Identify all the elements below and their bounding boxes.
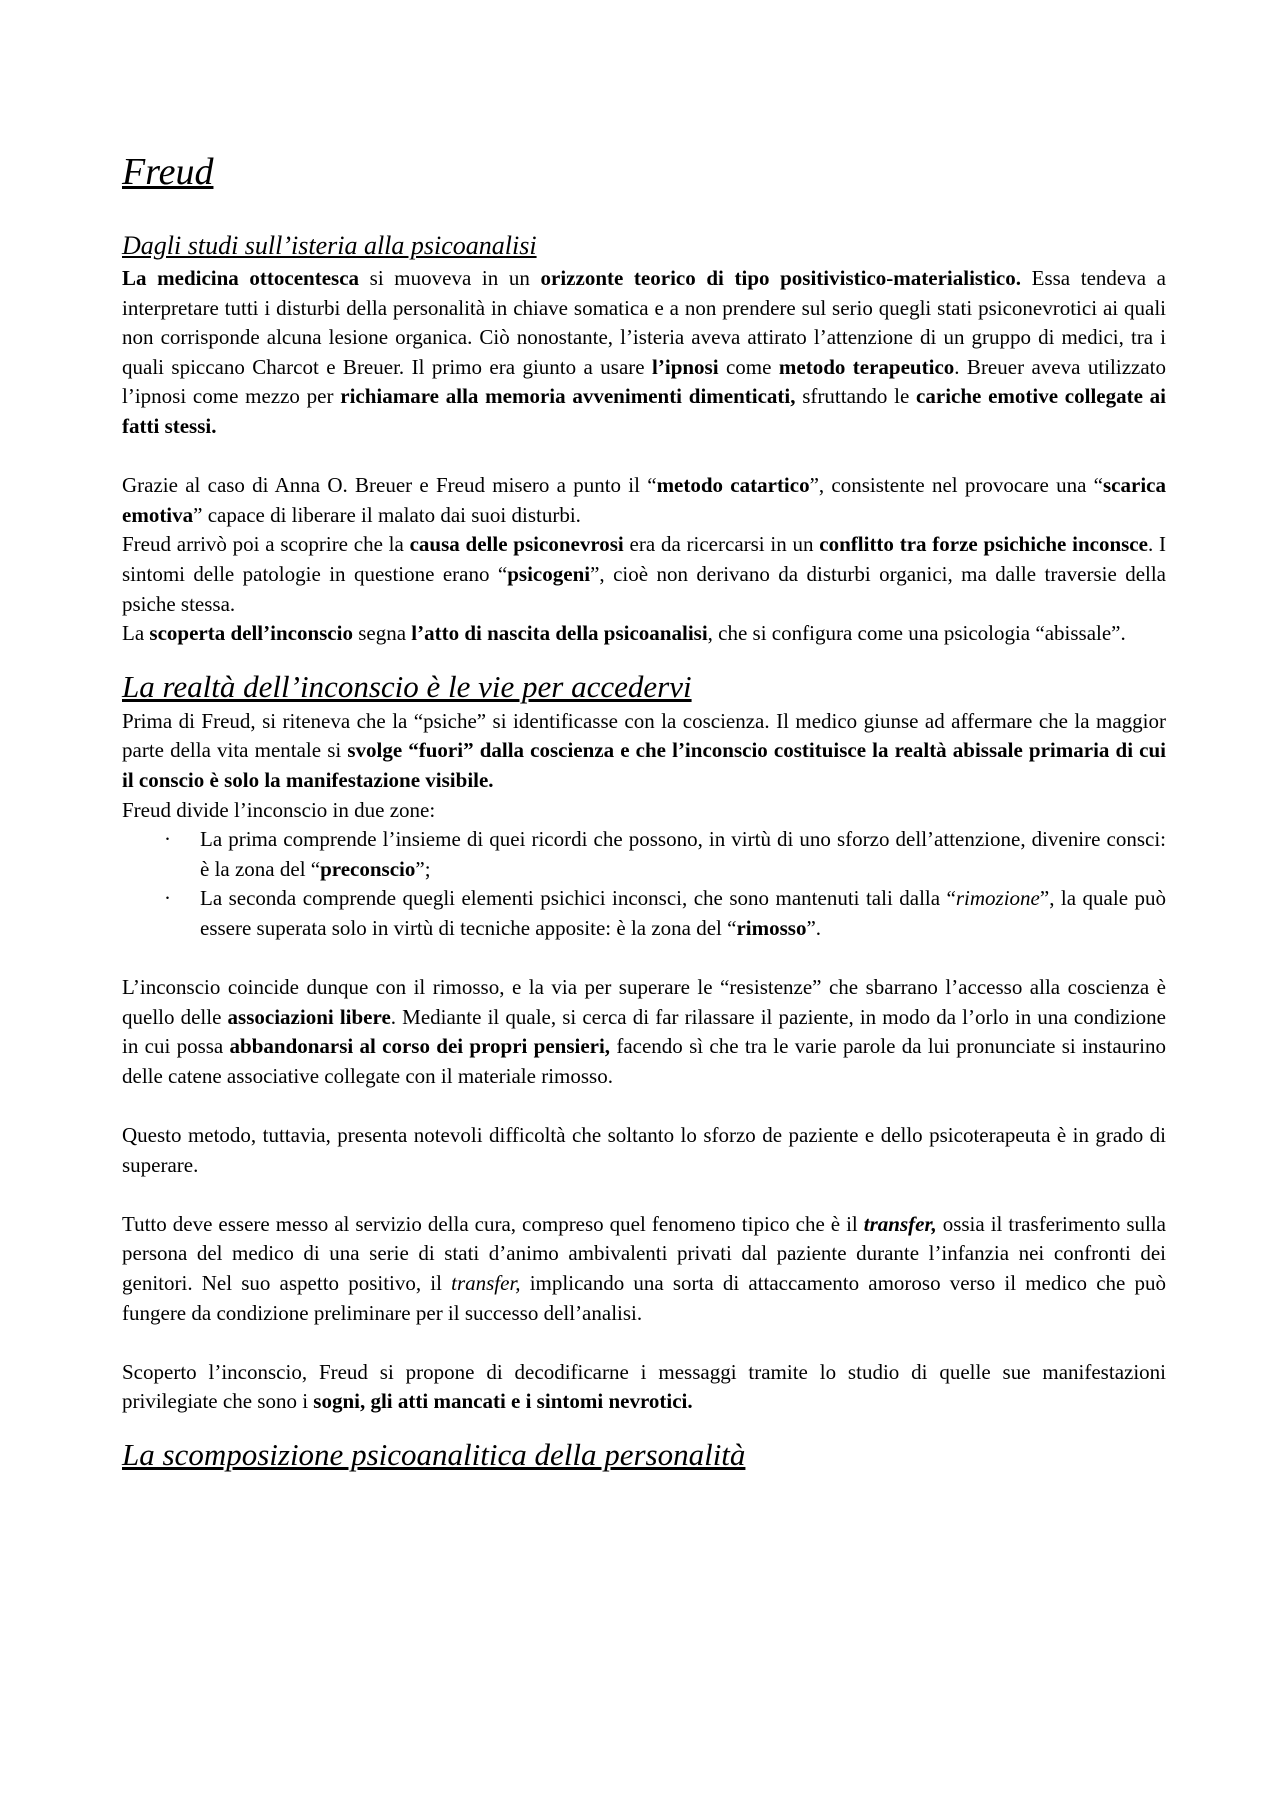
section-heading-personalita: La scomposizione psicoanalitica della personalità: [122, 1436, 746, 1472]
text: si muoveva in un: [359, 266, 541, 290]
bold-text: abbandonarsi al corso dei propri pensieri,: [229, 1034, 611, 1059]
text: L’inconscio coincide dunque con il rimosso, e la via per superare le “resistenze” che sbarrano l’accesso alla coscienza è quello delle: [122, 975, 1166, 1029]
italic-text: transfer,: [451, 1271, 521, 1295]
bold-text: l’ipnosi: [652, 354, 719, 379]
list-item: [164, 825, 1166, 884]
spacer: [122, 1091, 1166, 1121]
spacer: [122, 1328, 1166, 1358]
spacer: [122, 1180, 1166, 1210]
spacer: [122, 1417, 1166, 1435]
paragraph-psiconevrosi: [122, 530, 1166, 619]
text: Grazie al caso di Anna O. Breuer e Freud misero a punto il “: [122, 473, 657, 498]
bold-text: cariche emotive collegate ai fatti stessi.: [122, 384, 1167, 438]
bold-text: sogni, gli atti mancati e i sintomi nevrotici.: [313, 1389, 693, 1414]
text: implicando una sorta di attaccamento amoroso verso il medico che può fungere da condizione preliminare per il successo dell’analisi.: [122, 1271, 1166, 1325]
bold-text: l’atto di nascita della psicoanalisi: [411, 621, 708, 646]
paragraph-anna-o: [122, 471, 1166, 530]
spacer: [122, 442, 1166, 472]
text: La prima comprende l’insieme di quei ricordi che possono, in virtù di uno sforzo dell’attenzione, divenire consci: è la zona del “: [200, 827, 1166, 881]
bold-text: orizzonte teorico di tipo positivistico-materialistico.: [540, 266, 1021, 290]
page-title: Freud: [122, 151, 214, 193]
text: come: [718, 354, 779, 379]
text: Freud arrivò poi a scoprire che la: [122, 532, 410, 557]
paragraph-transfer: [122, 1210, 1166, 1328]
text: Prima di Freud, si riteneva che la “psiche” si identificasse con la coscienza. Il medico giunse ad affermare che la maggior parte della vita mentale si: [122, 708, 1166, 763]
bullet-dot: ·: [164, 886, 171, 911]
text: ”, la quale può essere superata solo in virtù di tecniche apposite: è la zona del “: [200, 886, 1167, 940]
paragraph-medicina: [122, 264, 1166, 442]
bold-text: svolge “fuori” dalla coscienza e che l’inconscio costituisce la realtà abissale primaria di cui il conscio è solo la manifestazione visibile.: [122, 738, 1166, 792]
bullet-dot: ·: [164, 827, 171, 852]
text: . Breuer aveva utilizzato l’ipnosi come mezzo per: [122, 354, 1167, 409]
section-heading-inconscio: La realtà dell’inconscio è le vie per accedervi: [122, 668, 692, 704]
spacer: [122, 649, 1166, 667]
text: ”;: [415, 856, 431, 881]
bold-text: scoperta dell’inconscio: [149, 621, 353, 646]
text: Scoperto l’inconscio, Freud si propone di decodificarne i messaggi tramite lo studio di quelle sue manifestazioni privilegiate che sono i: [122, 1359, 1166, 1414]
paragraph-rimosso: [122, 973, 1166, 1091]
text: Essa tendeva a interpretare tutti i disturbi della personalità in chiave somatica e a non prendere sul serio quegli stati psiconevrotici ai quali non corrisponde alcuna lesione organica. Ciò nonostante, l’isteria aveva attirato l’attenzione di un gruppo di medici, tra i quali spiccano Charcot e Breuer. Il primo era giunto a usare: [122, 266, 1166, 379]
paragraph-metodo: Questo metodo, tuttavia, presenta notevoli difficoltà che soltanto lo sforzo de paziente e dello psicoterapeuta è in grado di superare.: [122, 1123, 1166, 1177]
section-heading-isteria: Dagli studi sull’isteria alla psicoanalisi: [122, 231, 537, 260]
paragraph-prima-di-freud: [122, 707, 1166, 796]
text: ”.: [806, 915, 822, 940]
text: ” capace di liberare il malato dai suoi disturbi.: [193, 502, 581, 527]
bold-text: associazioni libere: [227, 1004, 391, 1029]
text: era da ricercarsi in un: [623, 532, 820, 557]
italic-text: rimozione: [955, 886, 1040, 911]
bold-text: preconscio: [320, 856, 416, 881]
bold-text: rimosso: [736, 915, 807, 940]
text: La: [122, 621, 150, 646]
bold-text: psicogeni: [507, 561, 591, 586]
text: Tutto deve essere messo al servizio della cura, compreso quel fenomeno tipico che è il: [122, 1211, 864, 1236]
text: ”, cioè non derivano da disturbi organici, ma dalle traversie della psiche stessa.: [122, 561, 1167, 616]
text: , che si configura come una psicologia “abissale”.: [707, 621, 1126, 646]
list-item: [164, 884, 1167, 943]
bold-text: scarica emotiva: [122, 473, 1166, 527]
bold-text: metodo terapeutico: [778, 354, 955, 379]
text: sfruttando le: [795, 384, 917, 409]
text: . I sintomi delle patologie in questione erano “: [122, 532, 1166, 586]
bold-italic-text: transfer,: [863, 1211, 937, 1236]
bold-text: La medicina ottocentesca: [122, 266, 360, 290]
bold-text: richiamare alla memoria avvenimenti dimenticati,: [340, 384, 796, 409]
text: La seconda comprende quegli elementi psichici inconsci, che sono mantenuti tali dalla “: [200, 886, 956, 911]
bold-text: causa delle psiconevrosi: [409, 532, 624, 557]
bold-text: metodo catartico: [656, 473, 810, 498]
paragraph-sogni: [122, 1358, 1166, 1417]
text: ”, consistente nel provocare una “: [809, 473, 1103, 498]
paragraph-scoperta: [122, 619, 1166, 649]
document-page: [122, 150, 1166, 1475]
text: facendo sì che tra le varie parole da lui pronunciate si instaurino delle catene associative collegate con il materiale rimosso.: [122, 1034, 1166, 1088]
spacer: [122, 943, 1166, 973]
paragraph-due-zone: Freud divide l’inconscio in due zone:: [122, 797, 436, 822]
text: segna: [352, 621, 412, 646]
bullet-list-zone: [122, 825, 1166, 943]
bold-text: conflitto tra forze psichiche inconsce: [819, 532, 1148, 557]
text: . Mediante il quale, si cerca di far rilassare il paziente, in modo da l’orlo in una condizione in cui possa: [122, 1004, 1166, 1059]
text: ossia il trasferimento sulla persona del medico di una serie di stati d’animo ambivalenti privati dal paziente durante l’infanzia nei confronti dei genitori. Nel suo aspetto positivo, il: [122, 1211, 1166, 1295]
